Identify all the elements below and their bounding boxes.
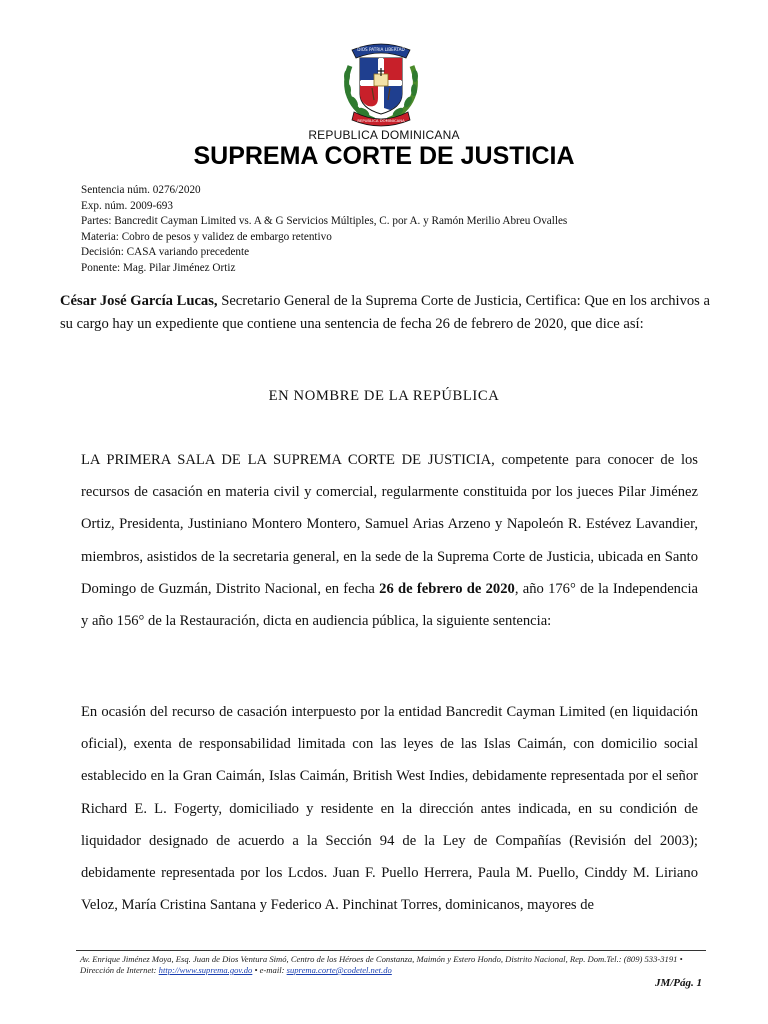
emblem-motto-bottom: REPUBLICA DOMINICANA bbox=[357, 118, 405, 123]
subject-matter: Materia: Cobro de pesos y validez de embargo retentivo bbox=[81, 230, 332, 243]
website-link[interactable]: http://www.suprema.gov.do bbox=[158, 965, 253, 975]
emblem-motto-top: DIOS PATRIA LIBERTAD bbox=[357, 47, 405, 52]
parties: Partes: Bancredit Cayman Limited vs. A & G Servicios Múltiples, C. por A. y Ramón Merilio Abreu Ovalles bbox=[81, 215, 568, 228]
paragraph-text: LA PRIMERA SALA DE LA SUPREMA CORTE DE JUSTICIA, competente para conocer de los recursos de casación en materia civil y comercial, regularmente constituida por los jueces Pilar Jiménez Ortiz, Presidenta, Justiniano Montero Montero, Samuel Arias Arzeno y Napoleón R. Estévez Lavandier, miembros, asistidos de la secretaria general, en la sede de la Suprema Corte de Justicia, ubicada en Santo Domingo de Guzmán, Distrito Nacional, en fecha bbox=[81, 452, 698, 597]
rapporteur: Ponente: Mag. Pilar Jiménez Ortiz bbox=[81, 261, 236, 274]
country-name: REPUBLICA DOMINICANA bbox=[308, 128, 460, 142]
case-metadata bbox=[81, 183, 721, 277]
secretary-name: César José García Lucas, bbox=[60, 293, 218, 309]
appeal-paragraph: En ocasión del recurso de casación interpuesto por la entidad Bancredit Cayman Limited (en liquidación oficial), exenta de responsabilidad limitada con las leyes de las Islas Caimán, con domicilio social establecido en la Gran Caimán, Islas Caimán, British West Indies, debidamente representada por el señor Richard E. L. Fogerty, domiciliado y residente en la dirección antes indicada, en su condición de liquidador designado de acuerdo a la Sección 94 de la Ley de Compañías (Revisión del 2003); debidamente representada por los Lcdos. Juan F. Puello Herrera, Paula M. Puello, Cinddy M. Liriano Veloz, María Cristina Santana y Federico A. Pinchinat Torres, dominicanos, mayores de bbox=[81, 704, 698, 914]
paragraph-text-end: , año 176° de la Independencia y año 156° de la Restauración, dicta en audiencia pública, la siguiente sentencia: bbox=[81, 580, 698, 630]
page-number: JM/Pág. 1 bbox=[654, 977, 702, 989]
address-text: Av. Enrique Jiménez Moya, Esq. Juan de Dios Ventura Simó, Centro de los Héroes de Constanza, Maimón y Estero Hondo, Distrito Nacional, Rep. Dom.Tel.: (809) 533-3191 • Dirección de Internet: bbox=[80, 954, 683, 975]
file-number: Exp. núm. 2009-693 bbox=[81, 199, 173, 212]
footer-divider bbox=[76, 950, 706, 951]
email-label: • e-mail: bbox=[252, 965, 287, 975]
hearing-date: 26 de febrero de 2020 bbox=[379, 580, 515, 597]
section-heading: EN NOMBRE DE LA REPÚBLICA bbox=[268, 388, 500, 404]
certification-text: Secretario General de la Suprema Corte de Justicia, Certifica: Que en los archivos a su cargo hay un expediente que contiene una sentencia de fecha 26 de febrero de 2020, que dice así: bbox=[60, 293, 710, 333]
sentence-number: Sentencia núm. 0276/2020 bbox=[81, 184, 201, 196]
certification-paragraph bbox=[60, 290, 710, 337]
court-composition-paragraph bbox=[81, 444, 698, 637]
email-link[interactable]: suprema.corte@codetel.net.do bbox=[286, 965, 392, 975]
footer-address bbox=[80, 954, 700, 976]
decision: Decisión: CASA variando precedente bbox=[81, 246, 250, 259]
coat-of-arms-icon bbox=[338, 36, 424, 128]
court-title: SUPREMA CORTE DE JUSTICIA bbox=[193, 142, 575, 170]
